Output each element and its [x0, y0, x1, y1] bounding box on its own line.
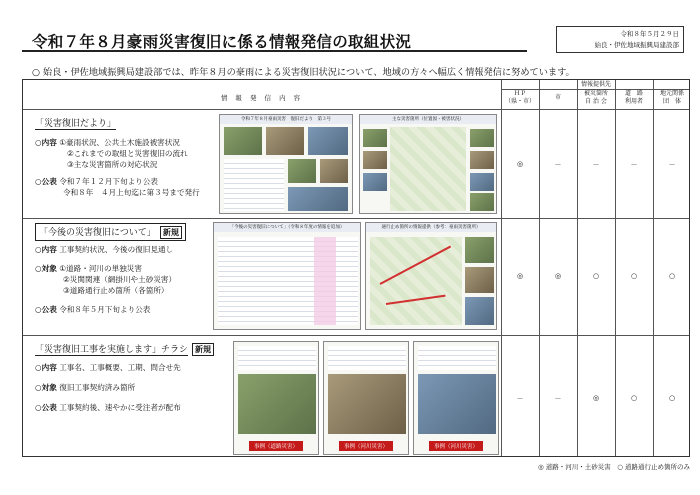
- text-block-icon: [328, 346, 406, 370]
- row2-val-city: ◎: [554, 272, 562, 280]
- photo-icon: [418, 374, 496, 434]
- map-icon: [390, 127, 466, 211]
- header-col-road: 道 路 利用者: [624, 90, 643, 105]
- photo-icon: [363, 173, 387, 191]
- office-text: 始良・伊佐地域振興局建設部: [594, 41, 679, 49]
- row2-target-2: ②災関関連（網掛川や土砂災害）: [63, 275, 177, 284]
- header-col-community: 被災箇所 自 治 会: [583, 90, 608, 105]
- row-divider: [23, 109, 689, 110]
- highlight-column: [314, 237, 336, 325]
- row3-val-city: －: [554, 395, 562, 403]
- row2-val-org: ○: [668, 272, 676, 280]
- row3-val-road: ○: [630, 394, 638, 402]
- col-divider: [539, 80, 540, 456]
- intro-text: ○ 始良・伊佐地域振興局建設部では、昨年８月の豪雨による災害復旧状況について、地域の方々へ幅広く情報発信に努めています。: [32, 67, 575, 78]
- row2-publish: ○公表 令和８年５月下旬より公表: [35, 305, 151, 314]
- thumb-caption: 通行止め箇所の情報提供（参考：豪雨災害箇所）: [366, 223, 496, 232]
- date-text: 令和８年５月２９日: [620, 30, 679, 38]
- example-tag: 事例（河川災害）: [429, 441, 483, 451]
- row3-val-org: ○: [668, 394, 676, 402]
- header-col-hp: ＨＰ （県・市）: [504, 90, 535, 105]
- thumb-caption: 令和７年８月豪雨災害 復旧だより 第３号: [220, 115, 352, 124]
- row1-val-city: －: [554, 161, 562, 169]
- row2-title: 「今後の災害復旧について」 新規: [35, 223, 186, 241]
- col-divider: [615, 80, 616, 456]
- row-divider: [23, 335, 689, 336]
- photo-icon: [470, 193, 494, 211]
- row2-map-thumb: [365, 222, 497, 330]
- row1-newsletter-thumb: [219, 114, 353, 214]
- row1-content: ○内容 ①豪雨状況、公共土木施設被害状況: [35, 138, 180, 147]
- photo-icon: [328, 374, 406, 434]
- row1-val-road: －: [630, 161, 638, 169]
- photo-icon: [238, 374, 316, 434]
- row1-val-hp: ◎: [516, 160, 524, 168]
- example-tag: 事例（河川災害）: [339, 441, 393, 451]
- photo-icon: [266, 127, 304, 155]
- photo-icon: [465, 267, 494, 293]
- thumb-caption: 主な災害箇所（位置図・被害状況）: [360, 115, 496, 124]
- title-underline: [22, 50, 527, 52]
- thumb-caption: 「今後の災害復旧について」（令和８年度の情報を追加）: [214, 223, 360, 232]
- page-title: 令和７年８月豪雨災害復旧に係る情報発信の取組状況: [32, 33, 412, 51]
- row3-flyer-thumb-3: [413, 341, 499, 455]
- new-badge: 新規: [192, 343, 214, 356]
- col-divider: [501, 80, 502, 456]
- row2-target: ○対象 ①道路・河川の単独災害: [35, 264, 142, 273]
- row3-target: ○対象 復旧工事契約済み箇所: [35, 383, 136, 392]
- row1-title: 「災害復旧だより」: [35, 116, 116, 130]
- row3-publish: ○公表 工事契約後、速やかに受注者が配布: [35, 403, 181, 412]
- header-recipients: 情報提供先: [580, 81, 611, 88]
- photo-icon: [470, 129, 494, 147]
- text-block-icon: [418, 346, 496, 370]
- photo-icon: [288, 187, 348, 211]
- row3-flyer-thumb-2: [323, 341, 409, 455]
- text-block-icon: [238, 346, 316, 370]
- row1-publish: ○公表 令和７年１２月下旬より公表: [35, 177, 158, 186]
- photo-icon: [224, 127, 262, 155]
- photo-icon: [465, 297, 494, 325]
- header-content: 情 報 発 信 内 容: [220, 94, 304, 102]
- info-table: [22, 79, 690, 457]
- row3-content: ○内容 工事名、工事概要、工期、問合せ先: [35, 363, 181, 372]
- row3-val-hp: －: [516, 395, 524, 403]
- row2-target-3: ③道路通行止め箇所（各箇所）: [63, 286, 169, 295]
- photo-icon: [308, 127, 348, 155]
- row1-content-2: ②これまでの取組と災害復旧の流れ: [67, 149, 188, 158]
- col-divider: [653, 80, 654, 456]
- row1-val-org: －: [668, 161, 676, 169]
- row1-map-thumb: [359, 114, 497, 214]
- photo-icon: [470, 151, 494, 169]
- legend-note: ◎ 道路・河川・土砂災害 ○ 道路通行止め箇所のみ: [538, 463, 690, 471]
- row2-val-hp: ◎: [516, 272, 524, 280]
- row1-content-3: ③主な災害箇所の対応状況: [67, 160, 158, 169]
- photo-icon: [288, 159, 316, 183]
- header-col-org: 地元関係 団 体: [659, 90, 684, 105]
- row2-table-thumb: [213, 222, 361, 330]
- table-icon: [218, 237, 358, 325]
- row1-publish-2: 令和８年 ４月上旬迄に第３号まで発行: [63, 188, 200, 197]
- row3-title: 「災害復旧工事を実施します」チラシ 新規: [35, 342, 214, 356]
- row1-val-community: －: [592, 161, 600, 169]
- new-badge: 新規: [160, 226, 182, 239]
- row2-content: ○内容 工事契約状況、今後の復旧見通し: [35, 245, 174, 254]
- date-box: [556, 26, 684, 53]
- photo-icon: [320, 159, 348, 183]
- photo-icon: [470, 173, 494, 191]
- row2-val-road: ○: [630, 272, 638, 280]
- row3-val-community: ◎: [592, 394, 600, 402]
- photo-icon: [363, 151, 387, 169]
- row2-val-community: ○: [592, 272, 600, 280]
- text-block-icon: [224, 159, 284, 211]
- col-divider: [577, 80, 578, 456]
- photo-icon: [465, 237, 494, 263]
- example-tag: 事例（道路災害）: [249, 441, 303, 451]
- row-divider: [23, 218, 689, 219]
- row3-flyer-thumb-1: [233, 341, 319, 455]
- photo-icon: [363, 129, 387, 147]
- header-col-city: 市: [554, 94, 561, 101]
